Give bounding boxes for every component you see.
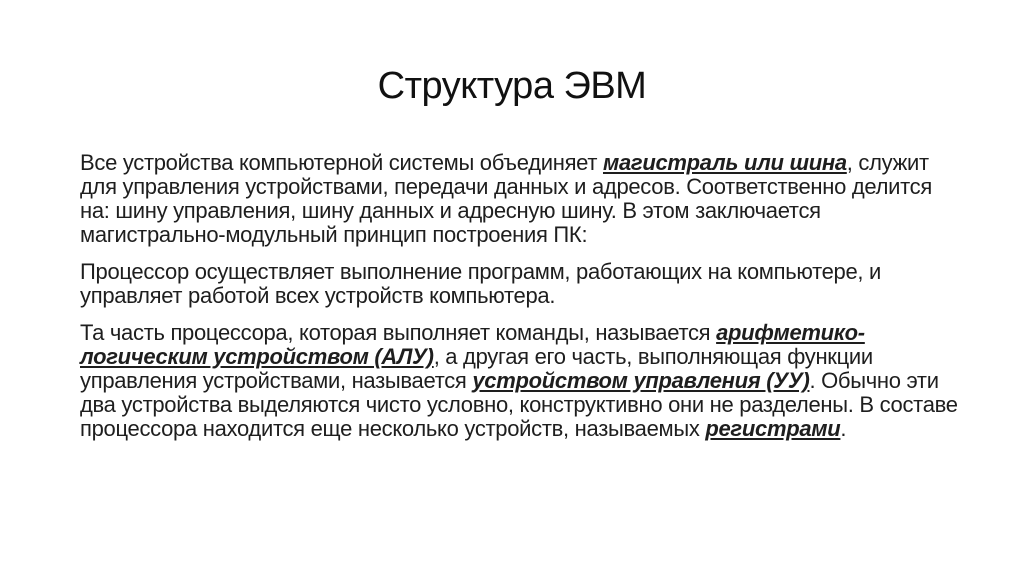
paragraph-alu-cu: [80, 321, 960, 441]
term-alu: арифметико-логическим устройством (АЛУ): [80, 320, 865, 369]
term-control-unit: устройством управления (УУ): [472, 368, 810, 393]
text-run: Та часть процессора, которая выполняет команды, называется: [80, 320, 717, 345]
text-run: Процессор осуществляет выполнение программ, работающих на компьютере, и управляет работой всех устройств компьютера.: [80, 259, 882, 308]
text-run: Все устройства компьютерной системы объединяет: [80, 150, 603, 175]
text-run: , а другая его часть, выполняющая функции управления устройствами, называется: [80, 344, 873, 393]
text-run: . Обычно эти два устройства выделяются чисто условно, конструктивно они не разделены. В составе процессора находится еще несколько устройств, называемых: [80, 368, 958, 441]
text-run: .: [840, 416, 847, 441]
paragraph-processor: [80, 260, 960, 308]
term-bus: магистраль или шина: [602, 150, 847, 175]
slide-body: [80, 151, 960, 454]
text-run: , служит для управления устройствами, передачи данных и адресов. Соответственно делится на: шину управления, шину данных и адресную шину. В этом заключается магистрально-модульный принцип построения ПК:: [80, 150, 932, 247]
term-registers: регистрами: [705, 416, 841, 441]
paragraph-bus: [80, 151, 960, 247]
slide-title: Структура ЭВМ: [377, 65, 647, 107]
